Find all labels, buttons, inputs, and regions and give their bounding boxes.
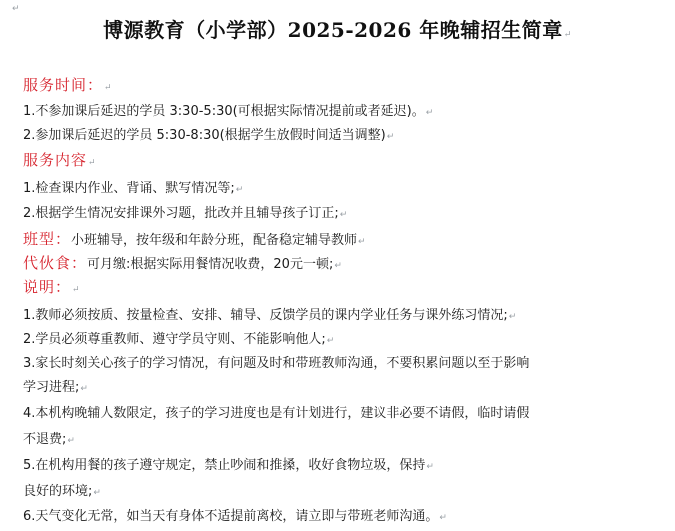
paragraph-mark: ↵ — [563, 30, 572, 40]
paragraph-mark: ↵ — [426, 462, 434, 472]
notes-line-6-text: 6.天气变化无常，如当天有身体不适提前离校，请立即与带班老师沟通。 — [23, 509, 439, 524]
paragraph-mark: ↵ — [386, 132, 395, 142]
notes-heading — [23, 277, 81, 300]
paragraph-mark: ↵ — [67, 436, 75, 446]
service-content-item-1-text: 1.检查课内作业、背诵、默写情况等; — [23, 181, 235, 196]
service-time-heading — [23, 75, 113, 98]
paragraph-mark: ↵ — [72, 285, 81, 295]
document-title — [0, 14, 675, 43]
notes-line-4-text: 4.本机构晚辅人数限定，孩子的学习进度也是有计划进行，建议非必要不请假，临时请假 — [23, 406, 530, 421]
notes-line-3-cont — [23, 379, 88, 398]
notes-line-5-text: 5.在机构用餐的孩子遵守规定，禁止吵闹和推搡，收好食物垃圾，保持 — [23, 458, 426, 473]
notes-line-3-cont-text: 学习进程; — [23, 380, 80, 395]
notes-line-2-text: 2.学员必须尊重教师、遵守学员守则、不能影响他人; — [23, 332, 326, 347]
paragraph-mark: ↵ — [93, 488, 101, 498]
meals-label: 代伙食： — [23, 254, 88, 272]
paragraph-mark: ↵ — [12, 4, 20, 14]
notes-line-3-text: 3.家长时刻关心孩子的学习情况，有问题及时和带班教师沟通，不要积累问题以至于影响 — [23, 356, 530, 371]
notes-line-2 — [23, 331, 334, 350]
paragraph-mark: ↵ — [339, 210, 348, 220]
service-content-item-1 — [23, 180, 243, 199]
class-type-line — [23, 229, 366, 252]
class-type-label: 班型： — [23, 230, 72, 248]
notes-line-4-cont-text: 不退费; — [23, 432, 67, 447]
notes-line-1-text: 1.教师必须按质、按量检查、安排、辅导、反馈学员的课内学业任务与课外练习情况; — [23, 308, 508, 323]
notes-line-3 — [23, 355, 529, 373]
paragraph-mark: ↵ — [326, 336, 335, 346]
service-time-item-1-text: 1.不参加课后延迟的学员 3:30-5:30(可根据实际情况提前或者延迟)。 — [23, 104, 425, 119]
notes-line-6 — [23, 508, 447, 527]
service-content-item-2 — [23, 205, 347, 224]
meals-line — [23, 253, 342, 276]
meals-text: 可月缴:根据实际用餐情况收费，20元一顿; — [87, 257, 334, 272]
paragraph-mark: ↵ — [104, 83, 113, 93]
notes-heading-text: 说明： — [23, 278, 72, 296]
service-time-item-2-text: 2.参加课后延迟的学员 5:30-8:30(根据学生放假时间适当调整) — [23, 128, 386, 143]
paragraph-mark: ↵ — [88, 158, 97, 168]
notes-line-4-cont — [23, 431, 75, 450]
notes-line-5-cont-text: 良好的环境; — [23, 484, 93, 499]
paragraph-mark: ↵ — [80, 384, 88, 394]
paragraph-mark: ↵ — [334, 261, 342, 271]
paragraph-mark: ↵ — [425, 108, 434, 118]
document-title-text: 博源教育（小学部）2025-2026 年晚辅招生简章 — [103, 18, 563, 42]
notes-line-5 — [23, 457, 434, 476]
paragraph-mark: ↵ — [235, 185, 244, 195]
class-type-text: 小班辅导，按年级和年龄分班，配备稳定辅导教师 — [71, 233, 358, 248]
service-time-heading-text: 服务时间： — [23, 76, 104, 94]
notes-line-1 — [23, 307, 516, 326]
service-content-heading-text: 服务内容 — [23, 151, 88, 169]
service-content-item-2-text: 2.根据学生情况安排课外习题，批改并且辅导孩子订正; — [23, 206, 339, 221]
paragraph-mark: ↵ — [439, 513, 447, 523]
notes-line-4 — [23, 405, 529, 423]
service-time-item-1 — [23, 103, 433, 122]
notes-line-5-cont — [23, 483, 101, 502]
service-time-item-2 — [23, 127, 394, 146]
paragraph-mark: ↵ — [508, 312, 517, 322]
paragraph-mark: ↵ — [358, 237, 366, 247]
service-content-heading — [23, 150, 97, 173]
